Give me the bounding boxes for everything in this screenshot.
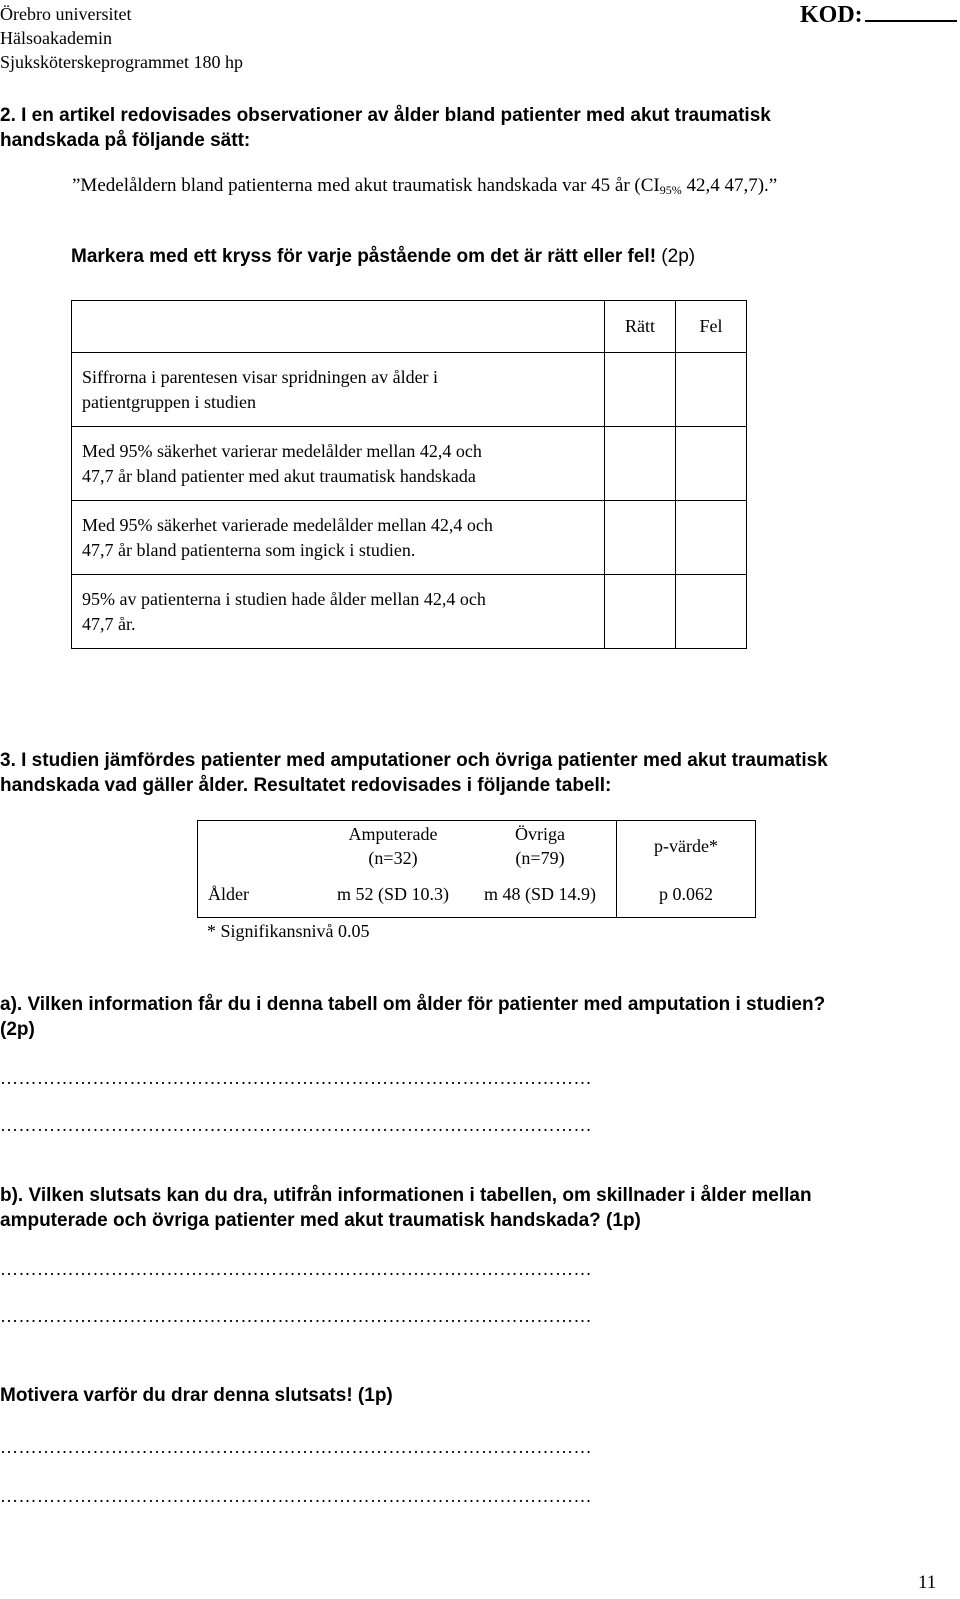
statement-4-right-checkbox[interactable] xyxy=(605,575,676,649)
statement-line: 95% av patienterna i studien hade ålder mellan 42,4 och xyxy=(82,588,486,609)
col-header-pvalue: p-värde* xyxy=(617,821,756,872)
answer-line[interactable]: …………………………………………………………………………………… xyxy=(0,1437,592,1457)
statement-4-wrong-checkbox[interactable] xyxy=(676,575,747,649)
statement-line: Siffrorna i parentesen visar spridningen av ålder i xyxy=(82,366,439,387)
cell-amputated-age: m 52 (SD 10.3) xyxy=(322,871,464,918)
header-empty-cell xyxy=(72,301,605,353)
table-row xyxy=(72,575,747,649)
statement-2-wrong-checkbox[interactable] xyxy=(676,427,747,501)
statement-line: 47,7 år bland patienterna som ingick i studien. xyxy=(82,539,416,560)
q2-quote xyxy=(72,175,777,198)
table-header-row xyxy=(198,821,756,872)
statement-line: Med 95% säkerhet varierar medelålder mellan 42,4 och xyxy=(82,440,482,461)
col-header-right: Rätt xyxy=(605,301,676,353)
col-header-others xyxy=(464,821,617,872)
table-row xyxy=(198,871,756,918)
table-footnote: * Signifikansnivå 0.05 xyxy=(207,921,370,941)
answer-line[interactable]: …………………………………………………………………………………… xyxy=(0,1486,592,1506)
statement-3 xyxy=(72,501,605,575)
answer-line[interactable]: …………………………………………………………………………………… xyxy=(0,1259,592,1279)
table-row xyxy=(72,353,747,427)
kod-field[interactable] xyxy=(800,0,957,29)
quote-main: ”Medelåldern bland patienterna med akut traumatisk handskada var 45 år (CI xyxy=(72,175,660,196)
true-false-table xyxy=(71,300,747,649)
statement-3-wrong-checkbox[interactable] xyxy=(676,501,747,575)
university-name: Örebro universitet xyxy=(0,4,132,24)
motivate-question: Motivera varför du drar denna slutsats! (1p) xyxy=(0,1385,393,1406)
statement-1-right-checkbox[interactable] xyxy=(605,353,676,427)
academy-name: Hälsoakademin xyxy=(0,28,112,48)
instruction-points: (2p) xyxy=(656,246,696,267)
statement-4 xyxy=(72,575,605,649)
statement-2 xyxy=(72,427,605,501)
q3a-question-line1: a). Vilken information får du i denna tabell om ålder för patienter med amputation i studien? xyxy=(0,994,826,1015)
table-header-row xyxy=(72,301,747,353)
statement-2-right-checkbox[interactable] xyxy=(605,427,676,501)
kod-label: KOD: xyxy=(800,2,863,28)
statement-line: 47,7 år. xyxy=(82,613,136,634)
answer-line[interactable]: …………………………………………………………………………………… xyxy=(0,1306,592,1326)
answer-line[interactable]: …………………………………………………………………………………… xyxy=(0,1115,592,1135)
header-line: (n=32) xyxy=(368,848,418,868)
q3-title-line1: 3. I studien jämfördes patienter med amputationer och övriga patienter med akut traumatisk xyxy=(0,750,828,771)
page-number: 11 xyxy=(918,1572,937,1593)
header-empty-cell xyxy=(198,821,323,872)
instruction-text: Markera med ett kryss för varje påstående om det är rätt eller fel! xyxy=(71,246,657,267)
header-line: (n=79) xyxy=(515,848,565,868)
statement-1-wrong-checkbox[interactable] xyxy=(676,353,747,427)
col-header-amputated xyxy=(322,821,464,872)
q3a-question-line2: (2p) xyxy=(0,1019,35,1040)
table-row xyxy=(72,501,747,575)
row-label-age: Ålder xyxy=(198,871,323,918)
q2-instruction xyxy=(71,246,695,268)
q3-title-line2: handskada vad gäller ålder. Resultatet redovisades i följande tabell: xyxy=(0,775,612,796)
statement-3-right-checkbox[interactable] xyxy=(605,501,676,575)
q3b-question-line2: amputerade och övriga patienter med akut traumatisk handskada? (1p) xyxy=(0,1210,641,1231)
col-header-wrong: Fel xyxy=(676,301,747,353)
statement-line: Med 95% säkerhet varierade medelålder mellan 42,4 och xyxy=(82,514,493,535)
q2-title-line1: 2. I en artikel redovisades observationer av ålder bland patienter med akut traumatisk xyxy=(0,105,771,126)
program-name: Sjuksköterskeprogrammet 180 hp xyxy=(0,52,243,72)
answer-line[interactable]: …………………………………………………………………………………… xyxy=(0,1068,592,1088)
q2-title-line2: handskada på följande sätt: xyxy=(0,130,251,151)
q3b-question-line1: b). Vilken slutsats kan du dra, utifrån informationen i tabellen, om skillnader i ålder mellan xyxy=(0,1185,812,1206)
quote-sub: 95% xyxy=(659,183,682,197)
cell-others-age: m 48 (SD 14.9) xyxy=(464,871,617,918)
statement-line: patientgruppen i studien xyxy=(82,391,256,412)
age-comparison-table xyxy=(197,820,756,918)
kod-blank xyxy=(865,0,957,22)
statement-1 xyxy=(72,353,605,427)
table-row xyxy=(72,427,747,501)
header-line: Amputerade xyxy=(348,824,438,844)
header-line: Övriga xyxy=(515,824,565,844)
statement-line: 47,7 år bland patienter med akut traumatisk handskada xyxy=(82,465,476,486)
quote-end: 42,4 47,7).” xyxy=(681,175,778,196)
cell-pvalue: p 0.062 xyxy=(617,871,756,918)
